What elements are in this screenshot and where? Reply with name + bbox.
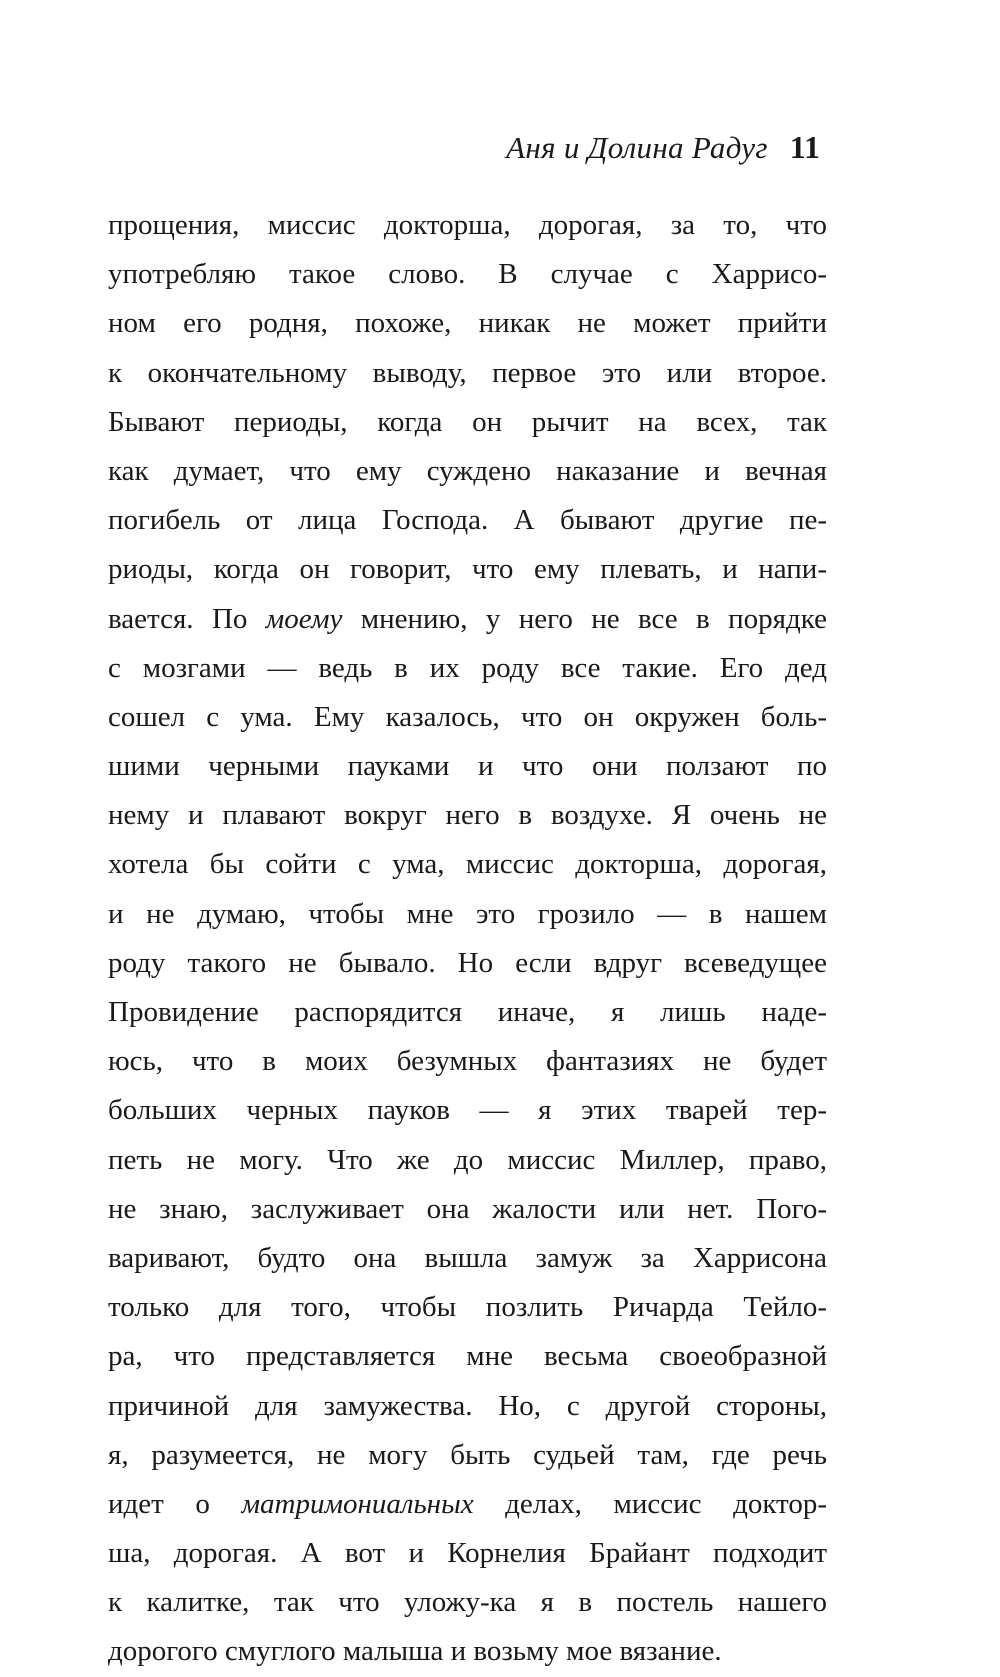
text-segment: Провидение распорядится иначе, я лишь наде- <box>108 996 827 1028</box>
text-line <box>108 1529 827 1578</box>
text-line <box>108 447 827 496</box>
text-line <box>108 1136 827 1185</box>
text-segment: дорогого смуглого малыша и возьму мое вязание. <box>108 1635 722 1668</box>
text-line <box>108 1431 827 1480</box>
text-segment: я, разумеется, не могу быть судьей там, где речь <box>108 1438 827 1471</box>
text-line <box>108 1086 827 1135</box>
text-segment: риоды, когда он говорит, что ему плевать, и напи- <box>108 553 827 586</box>
text-segment: как думает, что ему суждено наказание и вечная <box>108 454 827 487</box>
text-line <box>108 250 827 299</box>
running-head <box>506 127 820 168</box>
text-segment: употребляю такое слово. В случае с Харрисо- <box>108 258 827 291</box>
text-line <box>108 1185 827 1234</box>
text-line <box>108 791 827 840</box>
text-line <box>108 1037 827 1086</box>
text-segment: шими черными пауками и что они ползают по <box>108 750 827 783</box>
text-line <box>108 349 827 398</box>
page-number: 11 <box>789 129 820 165</box>
text-line <box>108 1234 827 1283</box>
text-segment: не знаю, заслуживает она жалости или нет. Пого- <box>108 1192 827 1225</box>
text-segment: сошел с ума. Ему казалось, что он окружен боль- <box>108 700 827 733</box>
text-line <box>108 890 827 939</box>
text-segment: с мозгами — ведь в их роду все такие. Его дед <box>108 651 827 684</box>
text-line <box>108 1480 827 1529</box>
text-segment: роду такого не бывало. Но если вдруг всеведущее <box>108 946 827 979</box>
text-line <box>108 1578 827 1627</box>
text-line <box>108 1332 827 1381</box>
text-segment: ша, дорогая. А вот и Корнелия Брайант подходит <box>108 1537 827 1570</box>
text-segment: к окончательному выводу, первое это или второе. <box>108 356 827 389</box>
body-text <box>108 201 827 1677</box>
text-segment: юсь, что в моих безумных фантазиях не будет <box>108 1045 827 1078</box>
text-line <box>108 988 827 1037</box>
text-line <box>108 595 827 644</box>
text-segment: идет о <box>108 1487 242 1520</box>
text-line <box>108 496 827 545</box>
text-line <box>108 693 827 742</box>
text-segment: ра, что представляется мне весьма своеобразной <box>108 1340 827 1373</box>
text-line <box>108 742 827 791</box>
running-title: Аня и Долина Радуг <box>506 130 768 165</box>
text-segment: хотела бы сойти с ума, миссис докторша, дорогая, <box>108 848 827 881</box>
emphasized-text: матримониальных <box>241 1487 474 1520</box>
text-line <box>108 1382 827 1431</box>
text-segment: вается. По <box>108 602 266 635</box>
text-segment: нему и плавают вокруг него в воздухе. Я очень не <box>108 799 827 832</box>
text-segment: причиной для замужества. Но, с другой стороны, <box>108 1389 827 1422</box>
text-segment: к калитке, так что уложу-ка я в постель нашего <box>108 1586 827 1619</box>
text-segment: прощения, миссис докторша, дорогая, за то, что <box>108 209 827 241</box>
text-segment: варивают, будто она вышла замуж за Харрисона <box>108 1241 827 1274</box>
text-segment: только для того, чтобы позлить Ричарда Тейло- <box>108 1291 827 1324</box>
emphasized-text: моему <box>265 602 343 635</box>
text-line <box>108 1627 827 1676</box>
text-line <box>108 840 827 889</box>
text-line <box>108 545 827 594</box>
text-segment: и не думаю, чтобы мне это грозило — в нашем <box>108 897 827 930</box>
text-segment: погибель от лица Господа. А бывают другие пе- <box>108 504 827 537</box>
text-line <box>108 201 827 250</box>
text-segment: ном его родня, похоже, никак не может прийти <box>108 307 827 340</box>
text-segment: Бывают периоды, когда он рычит на всех, так <box>108 405 827 438</box>
text-line <box>108 939 827 988</box>
text-line <box>108 644 827 693</box>
text-segment: больших черных пауков — я этих тварей тер- <box>108 1094 827 1127</box>
text-line <box>108 398 827 447</box>
text-line <box>108 299 827 348</box>
text-line <box>108 1283 827 1332</box>
text-segment: мнению, у него не все в порядке <box>342 602 827 635</box>
text-segment: делах, миссис доктор- <box>473 1487 827 1520</box>
text-segment: петь не могу. Что же до миссис Миллер, право, <box>108 1143 827 1176</box>
